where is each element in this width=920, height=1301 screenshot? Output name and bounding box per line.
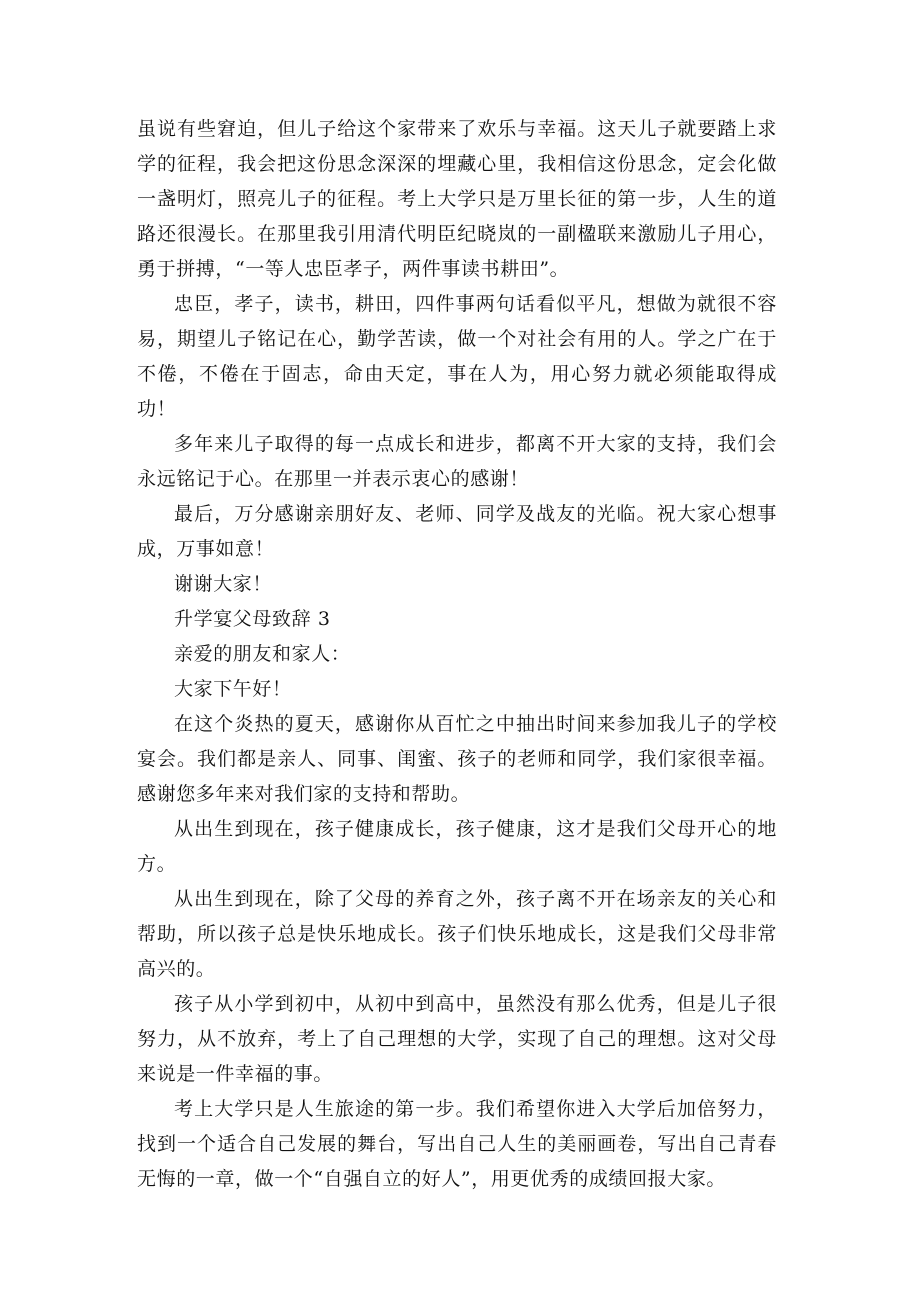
paragraph: 忠臣，孝子，读书，耕田，四件事两句话看似平凡，想做为就很不容易，期望儿子铭记在心，勤学苦读，做一个对社会有用的人。学之广在于不倦，不倦在于固志，命由天定，事在人为，用心努力就必须能取得成功！ bbox=[137, 293, 777, 420]
paragraph: 在这个炎热的夏天，感谢你从百忙之中抽出时间来参加我儿子的学校宴会。我们都是亲人、同事、闺蜜、孩子的老师和同学，我们家很幸福。感谢您多年来对我们家的支持和帮助。 bbox=[137, 713, 777, 805]
paragraph-thanks: 谢谢大家！ bbox=[174, 573, 273, 595]
paragraph: 多年来儿子取得的每一点成长和进步，都离不开大家的支持，我们会永远铭记于心。在那里一并表示衷心的感谢！ bbox=[137, 433, 777, 490]
paragraph: 从出生到现在，除了父母的养育之外，孩子离不开在场亲友的关心和帮助，所以孩子总是快乐地成长。孩子们快乐地成长，这是我们父母非常高兴的。 bbox=[137, 888, 777, 980]
salutation: 亲爱的朋友和家人： bbox=[174, 643, 351, 665]
paragraph: 最后，万分感谢亲朋好友、老师、同学及战友的光临。祝大家心想事成，万事如意！ bbox=[137, 503, 777, 560]
paragraph: 考上大学只是人生旅途的第一步。我们希望你进入大学后加倍努力，找到一个适合自己发展的舞台，写出自己人生的美丽画卷，写出自己青春无悔的一章，做一个“自强自立的好人”，用更优秀的成绩回报大家。 bbox=[137, 1098, 777, 1190]
section-title: 升学宴父母致辞 3 bbox=[174, 608, 331, 630]
paragraph: 孩子从小学到初中，从初中到高中，虽然没有那么优秀，但是儿子很努力，从不放弃，考上了自己理想的大学，实现了自己的理想。这对父母来说是一件幸福的事。 bbox=[137, 993, 777, 1085]
greeting: 大家下午好！ bbox=[174, 678, 292, 700]
paragraph-continued: 虽说有些窘迫，但儿子给这个家带来了欢乐与幸福。这天儿子就要踏上求学的征程，我会把这份思念深深的埋藏心里，我相信这份思念，定会化做一盏明灯，照亮儿子的征程。考上大学只是万里长征的第一步，人生的道路还很漫长。在那里我引用清代明臣纪晓岚的一副楹联来激励儿子用心，勇于拼搏，“一等人忠臣孝子，两件事读书耕田”。 bbox=[137, 118, 777, 280]
document-body bbox=[137, 112, 777, 1197]
paragraph: 从出生到现在，孩子健康成长，孩子健康，这才是我们父母开心的地方。 bbox=[137, 818, 777, 875]
